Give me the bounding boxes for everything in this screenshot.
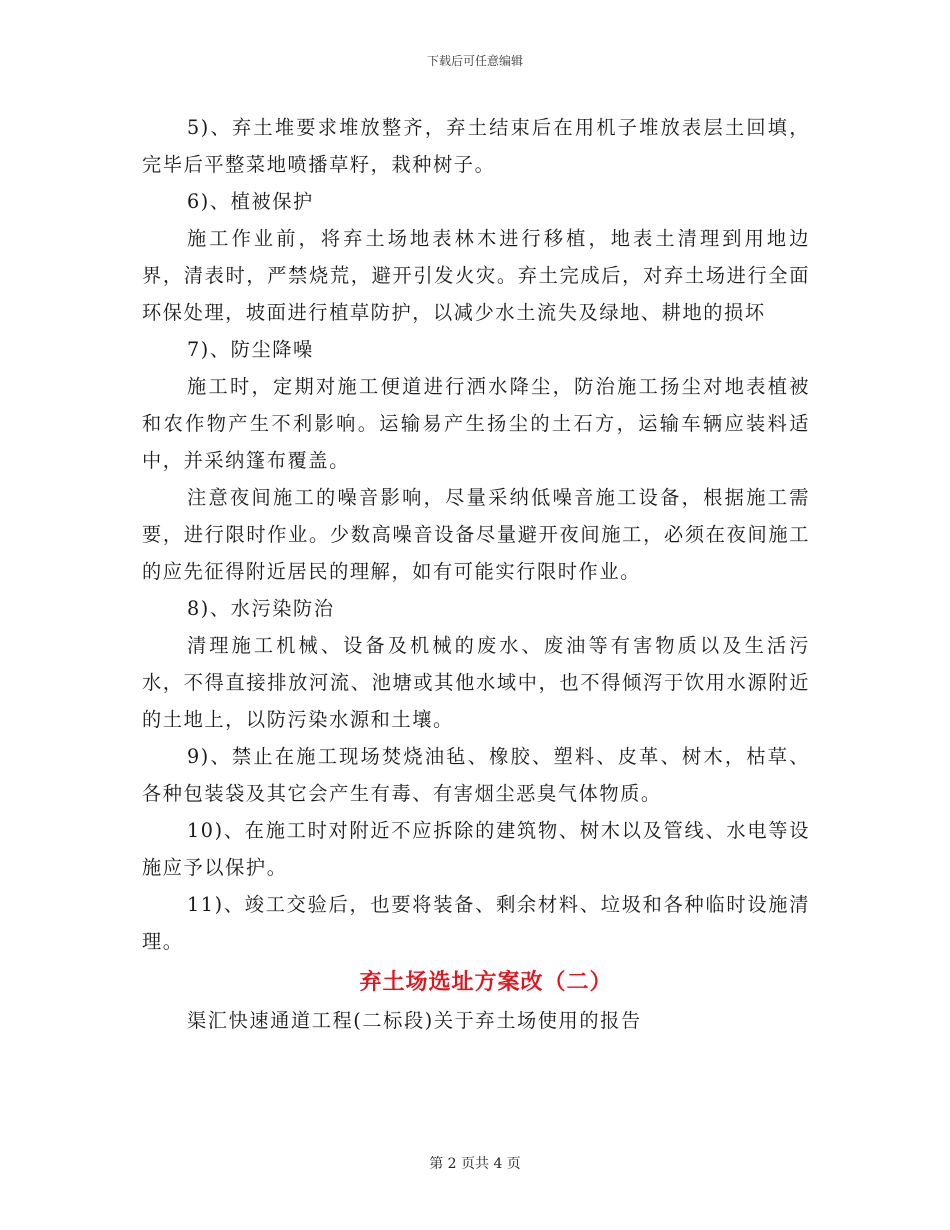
paragraph-water-pollution: 清理施工机械、设备及机械的废水、废油等有害物质以及生活污水，不得直接排放河流、池塘或其他水域中，也不得倾泻于饮用水源附近的土地上，以防污染水源和土壤。 <box>142 634 810 731</box>
section-title: 弃土场选址方案改（二） <box>359 969 613 995</box>
section-intro: 渠汇快速通道工程(二标段)关于弃土场使用的报告 <box>187 1009 642 1032</box>
heading-dust-noise: 7)、防尘降噪 <box>187 338 314 361</box>
heading-vegetation-protection: 6)、植被保护 <box>187 190 314 213</box>
paragraph-item-9: 9)、禁止在施工现场焚烧油毡、橡胶、塑料、皮革、树木，枯草、各种包装袋及其它会产生有毒、有害烟尘恶臭气体物质。 <box>142 745 810 805</box>
paragraph-noise-control: 注意夜间施工的噪音影响，尽量采纳低噪音施工设备，根据施工需要，进行限时作业。少数高噪音设备尽量避开夜间施工，必须在夜间施工的应先征得附近居民的理解，如有可能实行限时作业。 <box>142 486 810 583</box>
document-body <box>142 109 810 1039</box>
paragraph-item-11: 11)、竣工交验后，也要将装备、剩余材料、垃圾和各种临时设施清理。 <box>142 893 810 953</box>
paragraph-vegetation-protection: 施工作业前，将弃土场地表林木进行移植，地表土清理到用地边界，清表时，严禁烧荒，避开引发火灾。弃土完成后，对弃土场进行全面环保处理，坡面进行植草防护，以减少水土流失及绿地、耕地的损坏 <box>142 227 810 324</box>
paragraph-item-5: 5)、弃土堆要求堆放整齐，弃土结束后在用机子堆放表层土回填，完毕后平整菜地喷播草籽，栽种树子。 <box>142 116 810 176</box>
heading-water-pollution: 8)、水污染防治 <box>187 597 335 620</box>
paragraph-item-10: 10)、在施工时对附近不应拆除的建筑物、树木以及管线、水电等设施应予以保护。 <box>142 819 810 879</box>
page-number: 第 2 页共 4 页 <box>429 1156 521 1172</box>
paragraph-dust-control: 施工时，定期对施工便道进行洒水降尘，防治施工扬尘对地表植被和农作物产生不利影响。运输易产生扬尘的土石方，运输车辆应装料适中，并采纳篷布覆盖。 <box>142 375 810 472</box>
page-header: 下载后可任意编辑 <box>426 54 523 68</box>
